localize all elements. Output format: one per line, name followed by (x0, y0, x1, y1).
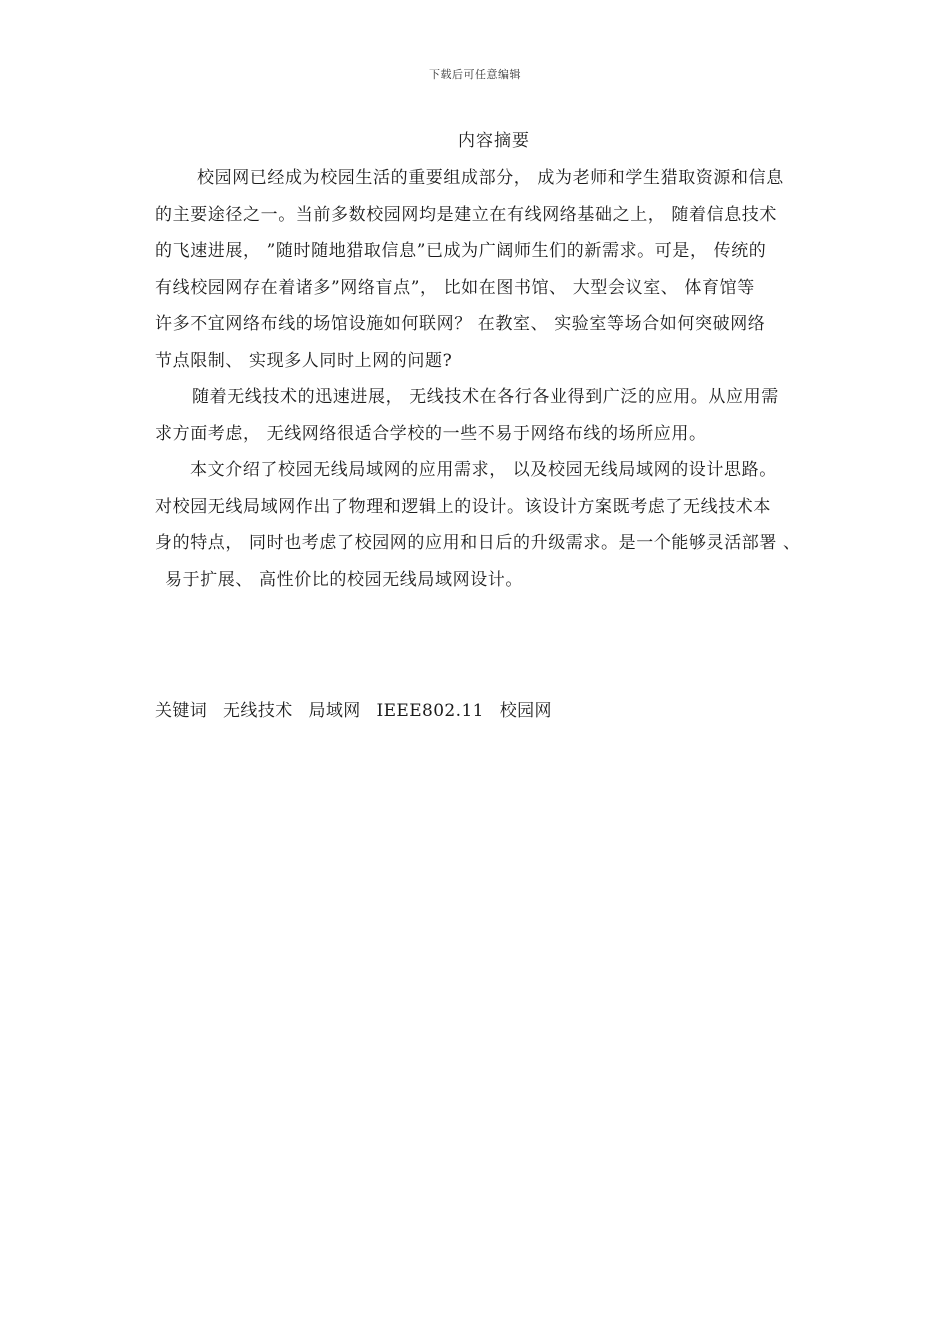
header-note: 下载后可任意编辑 (429, 68, 521, 81)
paragraph-1-line-1: 校园网已经成为校园生活的重要组成部分， 成为老师和学生猎取资源和信息 (197, 168, 784, 188)
paragraph-1-line-5: 许多不宜网络布线的场馆设施如何联网？ 在教室、 实验室等场合如何突破网络 (155, 314, 766, 334)
keyword-item: 校园网 (499, 701, 552, 721)
keyword-item: IEEE802.11 (376, 701, 484, 721)
keyword-item: 局域网 (308, 701, 361, 721)
keyword-item: 无线技术 (223, 701, 293, 721)
abstract-body (155, 160, 835, 598)
paragraph-3-line-1: 本文介绍了校园无线局域网的应用需求， 以及校园无线局域网的设计思路。 (190, 460, 777, 480)
paragraph-1-line-4: 有线校园网存在着诸多”网络盲点”， 比如在图书馆、 大型会议室、 体育馆等 (155, 277, 755, 298)
paragraph-3-line-2: 对校园无线局域网作出了物理和逻辑上的设计。该设计方案既考虑了无线技术本 (155, 496, 771, 517)
abstract-title: 内容摘要 (458, 131, 530, 151)
paragraph-1-line-2: 的主要途径之一。当前多数校园网均是建立在有线网络基础之上， 随着信息技术 (155, 204, 778, 225)
paragraph-1-line-6: 节点限制、 实现多人同时上网的问题? (155, 350, 453, 371)
paragraph-2-line-1: 随着无线技术的迅速进展， 无线技术在各行各业得到广泛的应用。从应用需 (192, 387, 779, 407)
keywords-line (155, 696, 562, 721)
paragraph-2-line-2: 求方面考虑， 无线网络很适合学校的一些不易于网络布线的场所应用。 (155, 423, 707, 444)
paragraph-1-line-3: 的飞速进展， ”随时随地猎取信息”已成为广阔师生们的新需求。可是， 传统的 (155, 241, 767, 261)
paragraph-3-line-3: 身的特点， 同时也考虑了校园网的应用和日后的升级需求。是一个能够灵活部署 、 (155, 533, 801, 553)
paragraph-3-line-4: 易于扩展、 高性价比的校园无线局域网设计。 (165, 569, 524, 590)
keywords-label: 关键词 (155, 701, 208, 721)
